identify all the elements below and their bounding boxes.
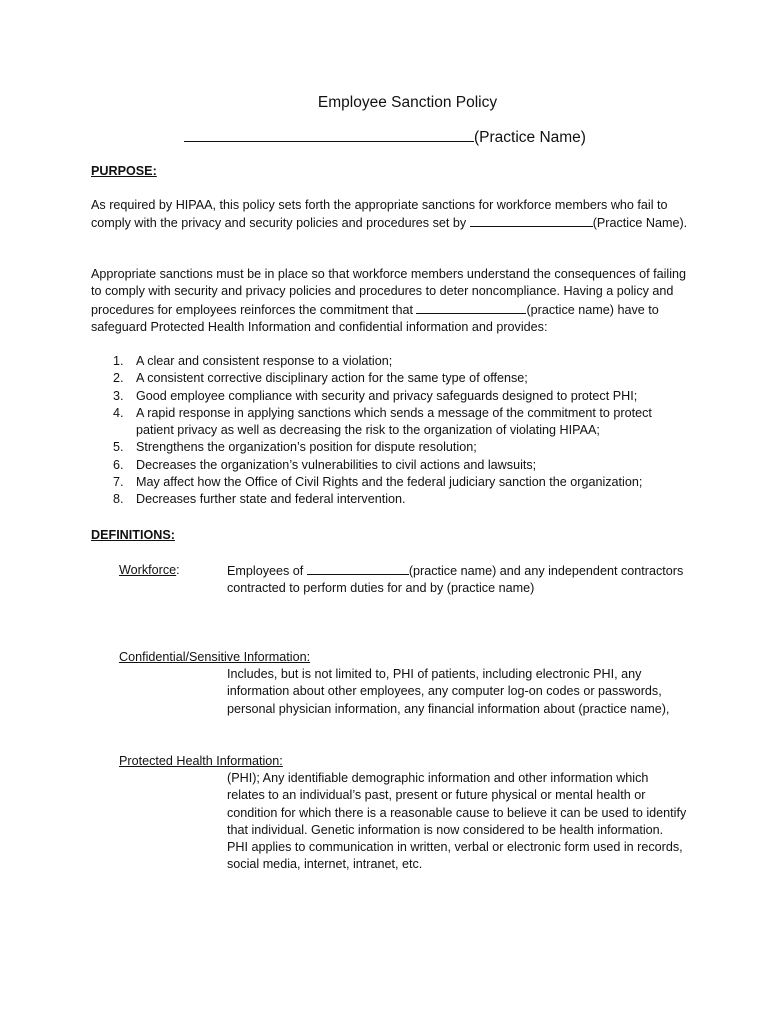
list-text: A consistent corrective disciplinary action for the same type of offense; [136, 371, 528, 386]
list-number: 3. [113, 388, 124, 403]
phi-term: Protected Health Information: [119, 754, 283, 768]
purpose-p2-text: Appropriate sanctions must be in place so that workforce members understand the consequences of failing to comply with security and privacy policies and procedures to deter noncompliance. Having a policy and procedures for employees reinforces the commitment that [91, 267, 687, 317]
confidential-term: Confidential/Sensitive Information: [119, 650, 311, 664]
list-text: Decreases further state and federal intervention. [136, 492, 406, 507]
workforce-term [119, 562, 180, 579]
list-text: A clear and consistent response to a violation; [136, 354, 393, 368]
purpose-p1-text: As required by HIPAA, this policy sets forth the appropriate sanctions for workforce members who fail to comply with the privacy and security policies and procedures set by [91, 198, 668, 231]
list-item [91, 457, 691, 474]
list-item [91, 405, 691, 440]
purpose-heading: PURPOSE: [91, 164, 157, 178]
list-item [91, 353, 691, 370]
purpose-p2-suffix: (practice name) have to safeguard Protected Health Information and confidential information and provides: [91, 302, 659, 334]
practice-name-label: (Practice Name) [474, 129, 586, 146]
list-item [91, 439, 691, 456]
practice-name-line [184, 129, 586, 147]
practice-blank-1[interactable] [470, 214, 593, 227]
list-number: 8. [113, 492, 124, 507]
workforce-term-label: Workforce [119, 563, 177, 577]
list-text: A rapid response in applying sanctions which sends a message of the commitment to protect patient privacy as well as decreasing the risk to the organization of violating HIPAA; [136, 405, 652, 438]
purpose-paragraph-2 [91, 266, 691, 336]
list-number: 4. [113, 405, 124, 420]
provides-list [91, 353, 691, 509]
list-item [91, 474, 691, 491]
list-number: 2. [113, 371, 124, 386]
list-item [91, 491, 691, 508]
purpose-paragraph-1 [91, 197, 691, 233]
workforce-text-suffix: (practice name) and any independent contractors contracted to perform duties for and by (practice name) [227, 564, 684, 596]
list-number: 1. [113, 354, 124, 368]
definitions-heading: DEFINITIONS: [91, 528, 175, 542]
list-text: Strengthens the organization’s position for dispute resolution; [136, 440, 477, 455]
list-text: Decreases the organization’s vulnerabilities to civil actions and lawsuits; [136, 457, 537, 472]
list-number: 6. [113, 457, 124, 472]
phi-definition: (PHI); Any identifiable demographic information and other information which relates to an individual’s past, present or future physical or mental health or condition for which there is a reasonable cause to believe it can be used to identify that individual. Genetic information is now considered to be health information. PHI applies to communication in written, verbal or electronic form used in records, social media, internet, intranet, etc. [227, 771, 687, 872]
practice-blank-2[interactable] [416, 301, 526, 314]
purpose-p1-suffix: (Practice Name). [592, 216, 688, 231]
list-number: 5. [113, 440, 124, 455]
workforce-definition [227, 562, 687, 598]
workforce-term-colon: : [176, 563, 180, 577]
workforce-text: Employees of [227, 564, 307, 578]
list-text: May affect how the Office of Civil Rights and the federal judiciary sanction the organization; [136, 475, 643, 490]
list-item [91, 370, 691, 387]
list-text: Good employee compliance with security and privacy safeguards designed to protect PHI; [136, 388, 638, 403]
practice-name-blank[interactable] [184, 129, 474, 142]
list-item [91, 388, 691, 405]
list-number: 7. [113, 475, 124, 490]
confidential-definition: Includes, but is not limited to, PHI of patients, including electronic PHI, any information about other employees, any computer log-on codes or passwords, personal physician information, any financial information about (practice name), [227, 667, 670, 716]
document-title: Employee Sanction Policy [317, 94, 498, 111]
practice-blank-3[interactable] [307, 562, 409, 575]
